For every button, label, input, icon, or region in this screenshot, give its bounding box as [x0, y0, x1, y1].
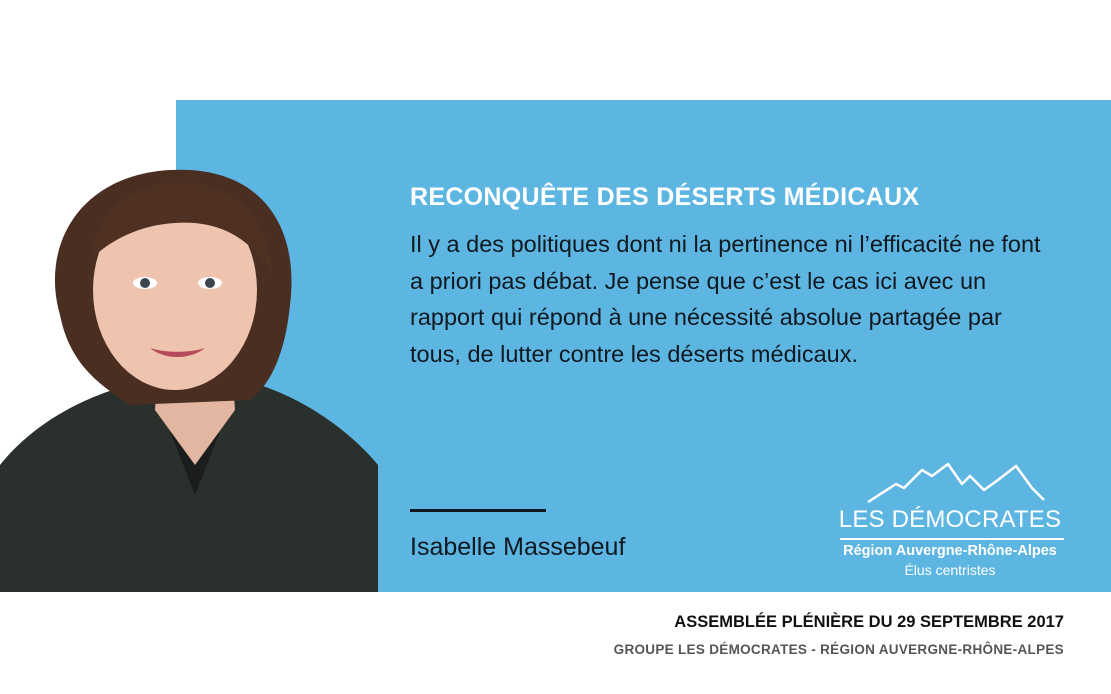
mountains-icon — [866, 458, 1046, 506]
headline: RECONQUÊTE DES DÉSERTS MÉDICAUX — [410, 183, 920, 211]
logo-rule — [840, 538, 1064, 540]
speaker-divider — [410, 509, 546, 512]
logo-region: Région Auvergne-Rhône-Alpes — [843, 543, 1057, 559]
speaker-name: Isabelle Massebeuf — [410, 533, 626, 561]
logo-name: LES DÉMOCRATES — [838, 506, 1062, 533]
logo-tagline: Élus centristes — [904, 562, 996, 578]
group-caption: GROUPE LES DÉMOCRATES - RÉGION AUVERGNE-RHÔNE-ALPES — [613, 642, 1064, 657]
les-democrates-logo — [830, 458, 1070, 582]
speaker-portrait — [0, 165, 378, 592]
quote-text: Il y a des politiques dont ni la pertinence ni l’efficacité ne font a priori pas débat. Je pense que c’est le cas ici avec un rapport qui répond à une nécessité absolue partagée par tous, de lutter contre les déserts médicaux. — [410, 231, 1041, 367]
event-caption: ASSEMBLÉE PLÉNIÈRE DU 29 SEPTEMBRE 2017 — [674, 613, 1064, 631]
